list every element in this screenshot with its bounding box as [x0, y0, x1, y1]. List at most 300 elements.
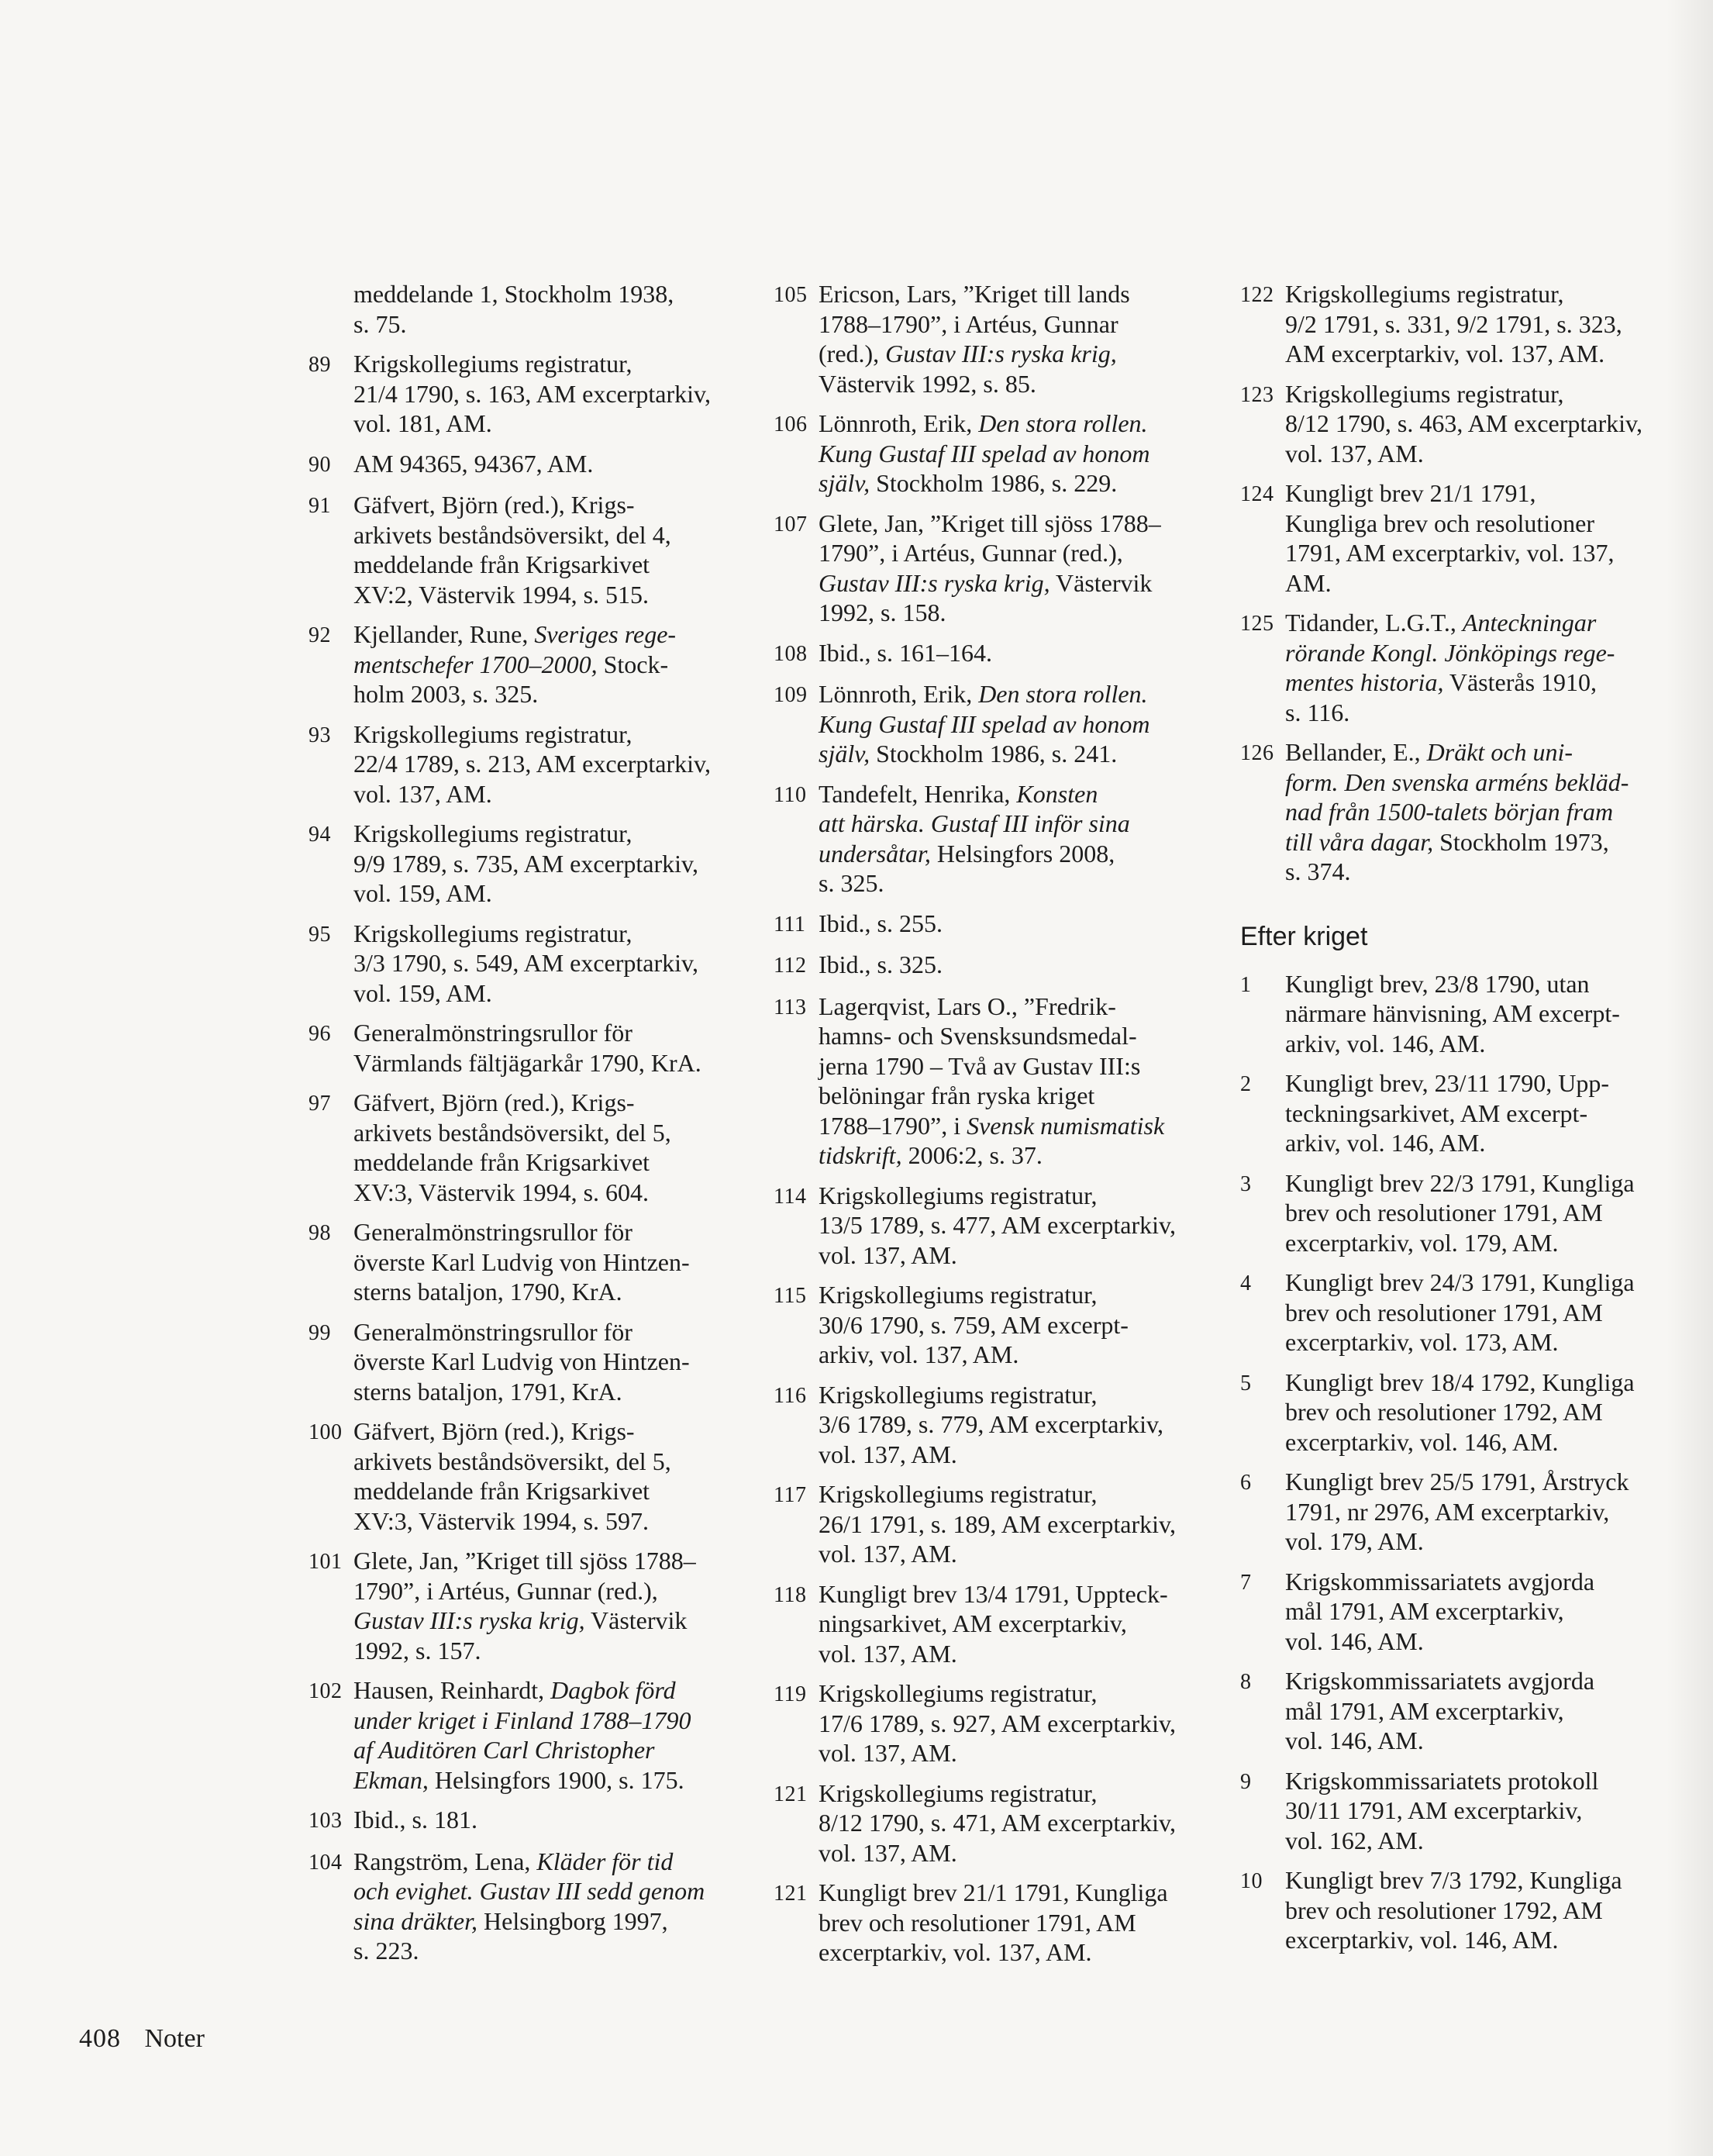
citation-text: överste Karl Ludvig von Hintzen-	[353, 1247, 690, 1276]
footnote-line	[353, 1847, 747, 1877]
citation-text: Kungligt brev, 23/8 1790, utan	[1285, 969, 1590, 998]
footnote-line	[353, 1805, 747, 1835]
footnote-number: 93	[308, 723, 331, 747]
footnote-entry	[308, 1088, 747, 1207]
footnote-number: 89	[308, 353, 331, 377]
citation-text: jerna 1790 – Två av Gustav III:s	[819, 1051, 1141, 1080]
citation-text: Ibid., s. 255.	[819, 909, 943, 937]
footnote-entry	[1240, 1666, 1674, 1756]
section-notes	[1240, 969, 1674, 1955]
footnote-line	[819, 1440, 1228, 1470]
footnote-line	[819, 568, 1228, 599]
footnote-line	[819, 1181, 1228, 1211]
footnote-line	[353, 779, 747, 809]
citation-text: Kungligt brev 24/3 1791, Kungliga	[1285, 1268, 1635, 1296]
citation-text: Stock-	[597, 650, 669, 678]
citation-text: AM 94365, 94367, AM.	[353, 449, 594, 478]
footnote-entry	[774, 992, 1228, 1171]
footnote-line	[1285, 608, 1674, 638]
footnote-line	[353, 1018, 747, 1048]
citation-text: 22/4 1789, s. 213, AM excerptarkiv,	[353, 750, 711, 778]
citation-title-text: Dräkt och uni-	[1426, 738, 1573, 766]
footnote-text	[353, 1847, 747, 1966]
footnote-entry	[1240, 1467, 1674, 1557]
footnote-text	[1285, 1168, 1674, 1258]
footnote-entry	[774, 638, 1228, 670]
citation-text: vol. 137, AM.	[353, 779, 492, 808]
citation-text: XV:2, Västervik 1994, s. 515.	[353, 580, 650, 609]
footnote-line	[353, 679, 747, 709]
footnote-number: 126	[1240, 741, 1274, 765]
footnote-text	[353, 1675, 747, 1795]
citation-title-text: Den stora rollen.	[978, 409, 1148, 437]
footnote-number: 112	[774, 954, 807, 978]
citation-text: hamns- och Svensksundsmedal-	[819, 1022, 1137, 1050]
footnote-line	[353, 878, 747, 909]
citation-text: mål 1791, AM excerptarkiv,	[1285, 1597, 1564, 1625]
citation-text: sterns bataljon, 1790, KrA.	[353, 1278, 622, 1306]
citation-text: vol. 181, AM.	[353, 409, 492, 437]
citation-title-text: själv,	[819, 469, 870, 497]
citation-text: teckningsarkivet, AM excerpt-	[1285, 1099, 1588, 1127]
footnote-line	[353, 1636, 747, 1666]
citation-text: brev och resolutioner 1791, AM	[819, 1908, 1136, 1937]
footnote-number: 114	[774, 1184, 807, 1209]
citation-text: 17/6 1789, s. 927, AM excerptarkiv,	[819, 1709, 1176, 1737]
citation-text: mål 1791, AM excerptarkiv,	[1285, 1696, 1564, 1725]
citation-text: 8/12 1790, s. 463, AM excerptarkiv,	[1285, 409, 1642, 437]
footnote-line	[353, 1447, 747, 1477]
footnote-line	[819, 1808, 1228, 1838]
footnote-number: 123	[1240, 382, 1274, 407]
footnote-line	[353, 1147, 747, 1178]
footnote-entry	[1240, 737, 1674, 887]
footnote-entry	[1240, 1567, 1674, 1657]
citation-text: vol. 137, AM.	[819, 1240, 957, 1269]
footnote-number: 105	[774, 283, 808, 307]
citation-text: excerptarkiv, vol. 146, AM.	[1285, 1926, 1559, 1954]
footnote-line	[819, 739, 1228, 769]
citation-title-text: rörande Kongl. Jönköpings rege-	[1285, 638, 1615, 667]
footnote-line	[1285, 309, 1674, 340]
footnote-entry	[308, 1217, 747, 1307]
citation-text: XV:3, Västervik 1994, s. 604.	[353, 1178, 650, 1206]
footnote-line	[819, 1081, 1228, 1111]
citation-text: s. 374.	[1285, 857, 1351, 885]
footnote-line	[819, 339, 1228, 369]
footnote-line	[819, 992, 1228, 1022]
citation-text: 9/2 1791, s. 331, 9/2 1791, s. 323,	[1285, 309, 1622, 338]
citation-text: 8/12 1790, s. 471, AM excerptarkiv,	[819, 1809, 1176, 1837]
footnote-line	[819, 279, 1228, 309]
footnote-text	[819, 909, 1228, 939]
footnote-line	[819, 1310, 1228, 1340]
footnote-line	[353, 379, 747, 409]
footnote-entry	[308, 490, 747, 609]
footnote-line	[353, 1936, 747, 1966]
citation-text: arkivets beståndsöversikt, del 5,	[353, 1118, 671, 1147]
footnote-entry	[308, 1416, 747, 1536]
footnote-number: 95	[308, 922, 331, 947]
footnote-entry	[1240, 1168, 1674, 1258]
footnote-line	[1285, 1368, 1674, 1398]
citation-text: Generalmönstringsrullor för	[353, 1317, 632, 1346]
footnote-number: 4	[1240, 1271, 1252, 1295]
footnote-text	[819, 409, 1228, 498]
footnote-line	[819, 909, 1228, 939]
citation-text: Generalmönstringsrullor för	[353, 1218, 632, 1246]
footnote-number: 108	[774, 641, 808, 666]
footnote-line	[353, 819, 747, 849]
footnote-number	[308, 279, 353, 281]
footnote-line	[1285, 1427, 1674, 1457]
footnote-entry	[308, 1546, 747, 1665]
citation-text: vol. 179, AM.	[1285, 1527, 1424, 1555]
footnote-number: 118	[774, 1582, 807, 1607]
footnote-line	[353, 490, 747, 520]
citation-text: arkiv, vol. 146, AM.	[1285, 1029, 1486, 1057]
footnote-entry	[308, 1317, 747, 1407]
citation-text: excerptarkiv, vol. 173, AM.	[1285, 1328, 1559, 1356]
footnote-number: 109	[774, 683, 808, 707]
footnote-line	[1285, 439, 1674, 469]
footnote-line	[1285, 1029, 1674, 1059]
footnote-entry	[308, 1675, 747, 1795]
footnote-line	[819, 1210, 1228, 1240]
footnote-text	[353, 1217, 747, 1307]
citation-text: brev och resolutioner 1792, AM	[1285, 1896, 1603, 1924]
footnote-text	[353, 1088, 747, 1207]
footnote-line	[1285, 1925, 1674, 1955]
citation-title-text: Gustav III:s ryska krig,	[353, 1606, 585, 1634]
citation-text: Kungligt brev 21/1 1791, Kungliga	[819, 1878, 1168, 1906]
citation-text: ningsarkivet, AM excerptarkiv,	[819, 1609, 1127, 1637]
footnote-line	[1285, 1865, 1674, 1896]
footnote-text	[1285, 1766, 1674, 1856]
footnote-line	[819, 309, 1228, 340]
footnote-entry	[308, 1805, 747, 1837]
citation-text: Ibid., s. 161–164.	[819, 638, 992, 667]
citation-text: Krigskommissariatets avgjorda	[1285, 1667, 1595, 1695]
citation-text: s. 116.	[1285, 698, 1350, 726]
citation-title-text: nad från 1500-talets början fram	[1285, 798, 1614, 826]
footnote-text	[819, 992, 1228, 1171]
footnote-text	[353, 719, 747, 809]
footnote-line	[819, 598, 1228, 628]
footnote-number: 122	[1240, 283, 1274, 307]
citation-text: Generalmönstringsrullor för	[353, 1019, 632, 1047]
footnote-entry	[1240, 1068, 1674, 1158]
footnote-entry	[774, 1380, 1228, 1470]
footnote-line	[819, 1140, 1228, 1171]
footnote-entry	[1240, 1368, 1674, 1457]
footnote-line	[353, 849, 747, 879]
footnote-line	[353, 1217, 747, 1247]
footnote-number: 121	[774, 1882, 808, 1906]
footnote-line	[1285, 1497, 1674, 1527]
footnote-text	[353, 1317, 747, 1407]
footnote-entry	[774, 1280, 1228, 1370]
footnote-line	[353, 1118, 747, 1148]
footnote-number: 117	[774, 1483, 807, 1507]
footnote-text	[353, 279, 747, 339]
citation-text: Gäfvert, Björn (red.), Krigs-	[353, 491, 635, 519]
footnote-text	[1285, 478, 1674, 598]
footnote-number: 7	[1240, 1570, 1252, 1595]
footnote-line	[353, 279, 747, 309]
footnote-number: 98	[308, 1221, 331, 1245]
footnote-number: 9	[1240, 1769, 1252, 1794]
footnote-text	[1285, 1268, 1674, 1357]
citation-text: Helsingborg 1997,	[477, 1906, 668, 1935]
footnote-line	[819, 1340, 1228, 1370]
footnote-number: 8	[1240, 1670, 1252, 1694]
footnote-text	[353, 619, 747, 709]
citation-text: (red.),	[819, 340, 886, 367]
footnote-line	[353, 1906, 747, 1937]
footnote-line	[1285, 1068, 1674, 1099]
footnote-text	[353, 1416, 747, 1536]
citation-text: Kungligt brev 25/5 1791, Årstryck	[1285, 1468, 1629, 1495]
citation-text: Krigskollegiums registratur,	[819, 1281, 1098, 1309]
footnote-entry	[774, 779, 1228, 899]
footnote-text	[1285, 737, 1674, 887]
citation-text: Stockholm 1986, s. 229.	[870, 469, 1118, 497]
citation-title-text: Kung Gustaf III spelad av honom	[819, 709, 1150, 738]
footnote-line	[353, 1876, 747, 1906]
footnote-number: 115	[774, 1284, 807, 1308]
running-footer-label: Noter	[144, 2024, 205, 2053]
footnote-line	[353, 1317, 747, 1347]
footnote-entry	[308, 449, 747, 481]
footnote-line	[353, 550, 747, 580]
footnote-number: 99	[308, 1320, 331, 1345]
citation-text: 1790”, i Artéus, Gunnar (red.),	[819, 539, 1123, 567]
citation-text: Krigskollegiums registratur,	[819, 1380, 1098, 1409]
footnote-entry	[308, 279, 747, 339]
citation-text: Stockholm 1973,	[1433, 827, 1609, 856]
footnote-number: 96	[308, 1022, 331, 1046]
footnote-entry	[774, 1878, 1228, 1968]
citation-text: Kungligt brev 21/1 1791,	[1285, 479, 1536, 507]
citation-text: 1791, AM excerptarkiv, vol. 137,	[1285, 539, 1615, 567]
footnote-text	[819, 1579, 1228, 1669]
citation-text: Kungligt brev 7/3 1792, Kungliga	[1285, 1866, 1622, 1894]
footnote-line	[819, 409, 1228, 439]
citation-text: sterns bataljon, 1791, KrA.	[353, 1377, 622, 1406]
footnote-line	[1285, 667, 1674, 698]
citation-title-text: tidskrift,	[819, 1141, 902, 1169]
footnote-line	[353, 948, 747, 978]
footnote-text	[353, 1018, 747, 1078]
citation-text: Glete, Jan, ”Kriget till sjöss 1788–	[819, 509, 1161, 537]
citation-title-text: Kläder för tid	[536, 1847, 674, 1875]
footnote-line	[819, 538, 1228, 568]
citation-text: Västervik	[1050, 568, 1153, 597]
footnote-line	[1285, 1128, 1674, 1158]
footnote-text	[1285, 608, 1674, 727]
footnote-text	[1285, 379, 1674, 469]
footnote-line	[1285, 969, 1674, 999]
footnote-entry	[308, 349, 747, 439]
footnote-line	[353, 580, 747, 610]
footnote-entry	[308, 819, 747, 909]
footnote-line	[1285, 279, 1674, 309]
footnote-line	[353, 349, 747, 379]
footnote-line	[353, 1347, 747, 1377]
footnote-line	[1285, 538, 1674, 568]
footnote-line	[353, 409, 747, 439]
citation-text: 3/6 1789, s. 779, AM excerptarkiv,	[819, 1410, 1163, 1438]
citation-text: Krigskommissariatets avgjorda	[1285, 1567, 1595, 1595]
citation-text: Helsingfors 2008,	[930, 839, 1115, 868]
footnote-line	[353, 1247, 747, 1278]
citation-text: Krigskollegiums registratur,	[353, 919, 632, 947]
footnote-number: 91	[308, 494, 331, 518]
footnote-line	[819, 1021, 1228, 1051]
citation-text: XV:3, Västervik 1994, s. 597.	[353, 1506, 650, 1535]
citation-text: s. 75.	[353, 309, 407, 338]
footnote-line	[819, 809, 1228, 839]
footnote-line	[353, 1416, 747, 1447]
citation-text: 13/5 1789, s. 477, AM excerptarkiv,	[819, 1211, 1176, 1239]
footnote-text	[819, 509, 1228, 628]
citation-title-text: Dagbok förd	[550, 1676, 676, 1704]
citation-text: 1788–1790”, i	[819, 1111, 967, 1140]
citation-text: Ibid., s. 181.	[353, 1806, 477, 1833]
footnote-line	[819, 1639, 1228, 1669]
citation-text: Krigskommissariatets protokoll	[1285, 1766, 1599, 1795]
footnote-line	[819, 1479, 1228, 1509]
footnote-line	[1285, 1896, 1674, 1926]
citation-text: Kungligt brev, 23/11 1790, Upp-	[1285, 1069, 1610, 1097]
citation-text: Kungliga brev och resolutioner	[1285, 509, 1594, 537]
footnote-entry	[1240, 279, 1674, 369]
citation-title-text: Anteckningar	[1462, 609, 1597, 636]
citation-text: 30/6 1790, s. 759, AM excerpt-	[819, 1310, 1129, 1339]
citation-text: excerptarkiv, vol. 179, AM.	[1285, 1228, 1559, 1257]
citation-text: Krigskollegiums registratur,	[353, 819, 632, 847]
footnote-line	[1285, 1567, 1674, 1597]
citation-text: Stockholm 1986, s. 241.	[870, 740, 1118, 768]
footnote-text	[353, 490, 747, 609]
footnote-line	[819, 638, 1228, 668]
footnote-line	[1285, 827, 1674, 857]
citation-text: excerptarkiv, vol. 146, AM.	[1285, 1427, 1559, 1456]
footnote-line	[1285, 857, 1674, 887]
footnote-entry	[774, 409, 1228, 498]
footnote-line	[353, 1606, 747, 1636]
footnote-entry	[308, 1018, 747, 1078]
citation-text: vol. 162, AM.	[1285, 1826, 1424, 1854]
footnote-entry	[774, 1479, 1228, 1569]
footnote-line	[1285, 1397, 1674, 1427]
citation-title-text: form. Den svenska arméns bekläd-	[1285, 768, 1629, 796]
footnote-line	[1285, 1796, 1674, 1826]
footnote-entry	[308, 1847, 747, 1966]
citation-text: Tidander, L.G.T.,	[1285, 609, 1463, 636]
footnote-entry	[1240, 1268, 1674, 1357]
footnote-entry	[1240, 1865, 1674, 1955]
footnote-text	[819, 1778, 1228, 1868]
footnote-number: 6	[1240, 1471, 1252, 1495]
citation-text: Ericson, Lars, ”Kriget till lands	[819, 280, 1130, 308]
citation-title-text: mentes historia,	[1285, 668, 1444, 696]
citation-text: Glete, Jan, ”Kriget till sjöss 1788–	[353, 1547, 696, 1575]
citation-text: vol. 137, AM.	[1285, 439, 1424, 467]
citation-title-text: själv,	[819, 740, 870, 768]
footnote-text	[353, 1805, 747, 1835]
footnote-line	[819, 709, 1228, 740]
footnote-text	[819, 1280, 1228, 1370]
footnote-line	[819, 1838, 1228, 1868]
citation-text: Lönnroth, Erik,	[819, 409, 979, 437]
footnote-line	[353, 1277, 747, 1307]
footnote-line	[353, 1675, 747, 1706]
footnote-line	[353, 1377, 747, 1407]
footnote-number: 110	[774, 782, 807, 807]
footnote-line	[819, 1240, 1228, 1271]
footnote-line	[353, 650, 747, 680]
footnote-text	[353, 819, 747, 909]
footnote-text	[819, 950, 1228, 980]
citation-text: Bellander, E.,	[1285, 738, 1427, 766]
footnote-line	[819, 1709, 1228, 1739]
footnote-text	[1285, 1467, 1674, 1557]
footnote-line	[819, 1878, 1228, 1908]
footnote-line	[819, 868, 1228, 899]
footnote-text	[819, 638, 1228, 668]
citation-title-text: att härska. Gustaf III inför sina	[819, 809, 1130, 837]
footnote-line	[353, 1765, 747, 1796]
citation-text: Krigskollegiums registratur,	[819, 1778, 1098, 1807]
footnote-number: 116	[774, 1383, 807, 1408]
footnote-entry	[308, 619, 747, 709]
citation-text: Kjellander, Rune,	[353, 620, 535, 648]
citation-text: vol. 159, AM.	[353, 978, 492, 1007]
citation-text: Värmlands fältjägarkår 1790, KrA.	[353, 1048, 701, 1077]
citation-text: meddelande från Krigsarkivet	[353, 1477, 650, 1505]
footnote-line	[819, 1539, 1228, 1569]
footnote-line	[1285, 768, 1674, 798]
footnote-entry	[774, 1678, 1228, 1768]
page-footer	[79, 2023, 205, 2054]
citation-text: arkivets beståndsöversikt, del 4,	[353, 520, 671, 549]
footnote-line	[819, 468, 1228, 498]
citation-text: Hausen, Reinhardt,	[353, 1676, 551, 1704]
footnote-line	[353, 1546, 747, 1576]
footnote-line	[1285, 1626, 1674, 1657]
citation-text: brev och resolutioner 1791, AM	[1285, 1199, 1603, 1226]
citation-text: vol. 146, AM.	[1285, 1626, 1424, 1655]
citation-text: belöningar från ryska kriget	[819, 1081, 1095, 1109]
footnote-text	[353, 1546, 747, 1665]
citation-title-text: och evighet. Gustav III sedd genom	[353, 1877, 705, 1905]
footnote-entry	[774, 509, 1228, 628]
footnote-text	[819, 1380, 1228, 1470]
citation-text: 9/9 1789, s. 735, AM excerptarkiv,	[353, 849, 698, 878]
footnote-line	[1285, 1467, 1674, 1497]
citation-title-text: sina dräkter,	[353, 1906, 477, 1935]
footnote-number: 2	[1240, 1072, 1252, 1096]
footnote-line	[353, 1735, 747, 1765]
footnote-number: 90	[308, 452, 331, 477]
citation-title-text: Gustav III:s ryska krig,	[819, 568, 1050, 597]
footnote-number: 119	[774, 1682, 807, 1706]
citation-text: meddelande från Krigsarkivet	[353, 1148, 650, 1176]
footnote-number: 106	[774, 412, 808, 436]
footnote-line	[819, 369, 1228, 399]
